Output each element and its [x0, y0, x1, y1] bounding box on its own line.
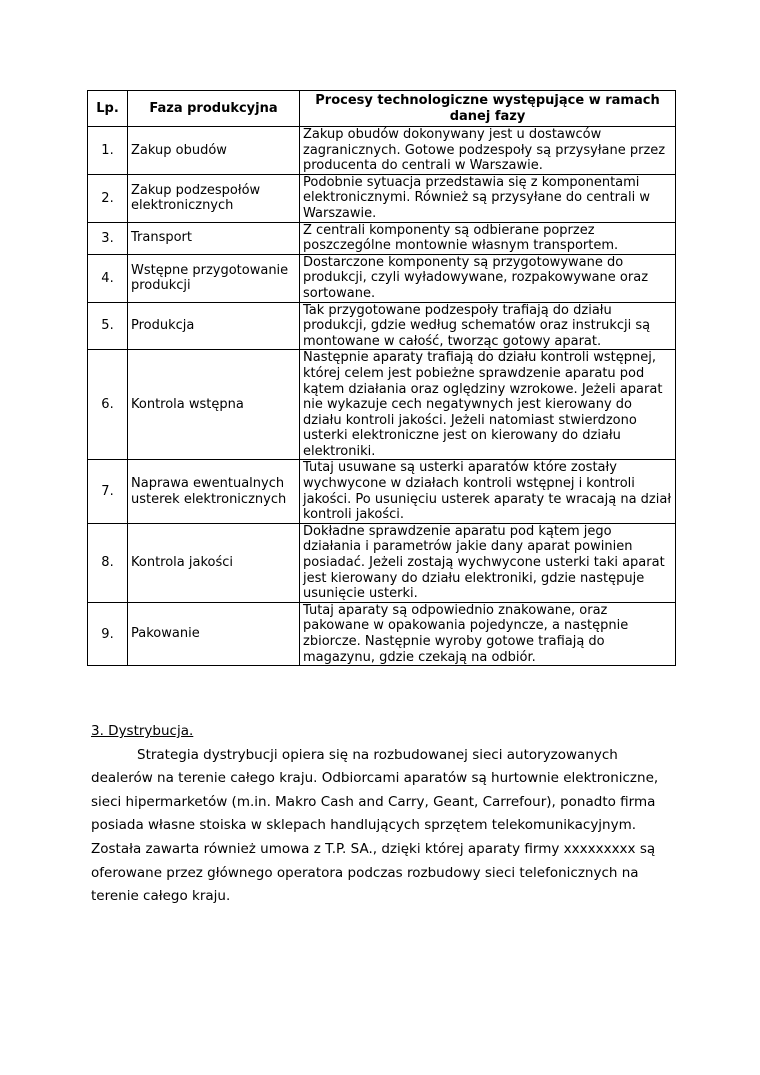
row-number: 2.: [88, 174, 128, 222]
row-number: 8.: [88, 523, 128, 602]
row-phase: Wstępne przygotowanie produkcji: [128, 254, 300, 302]
row-number: 4.: [88, 254, 128, 302]
header-process: Procesy technologiczne występujące w ramach danej fazy: [300, 91, 676, 127]
row-process: Dokładne sprawdzenie aparatu pod kątem jego działania i parametrów jakie dany aparat powinien posiadać. Jeżeli zostają wychwycone usterki taki aparat jest kierowany do działu elektroniki, gdzie następuje usunięcie usterki.: [300, 523, 676, 602]
row-process: Tutaj aparaty są odpowiednio znakowane, oraz pakowane w opakowania pojedyncze, a następnie zbiorcze. Następnie wyroby gotowe trafiają do magazynu, gdzie czekają na odbiór.: [300, 602, 676, 665]
row-phase: Zakup obudów: [128, 127, 300, 175]
table-row: [88, 523, 676, 602]
row-phase: Produkcja: [128, 302, 300, 350]
row-phase: Zakup podzespołów elektronicznych: [128, 174, 300, 222]
section-paragraph: Strategia dystrybucji opiera się na rozbudowanej sieci autoryzowanych dealerów na terenie całego kraju. Odbiorcami aparatów są hurtownie elektroniczne, sieci hipermarketów (m.in. Makro Cash and Carry, Geant, Carrefour), ponadto firma posiada własne stoiska w sklepach handlujących sprzętem telekomunikacyjnym. Została zawarta również umowa z T.P. SA., dzięki której aparaty firmy xxxxxxxxx są oferowane przez głównego operatora podczas rozbudowy sieci telefonicznych na terenie całego kraju.: [91, 746, 659, 905]
header-lp: Lp.: [88, 91, 128, 127]
row-process: Dostarczone komponenty są przygotowywane do produkcji, czyli wyładowywane, rozpakowywane oraz sortowane.: [300, 254, 676, 302]
row-process: Podobnie sytuacja przedstawia się z komponentami elektronicznymi. Również są przysyłane do centrali w Warszawie.: [300, 174, 676, 222]
table-row: [88, 127, 676, 175]
row-phase: Kontrola jakości: [128, 523, 300, 602]
table-row: [88, 602, 676, 665]
table-row: [88, 350, 676, 460]
distribution-section: [91, 720, 681, 909]
row-number: 6.: [88, 350, 128, 460]
table-header-row: [88, 91, 676, 127]
row-phase: Transport: [128, 222, 300, 254]
table-row: [88, 302, 676, 350]
row-phase: Pakowanie: [128, 602, 300, 665]
row-process: Następnie aparaty trafiają do działu kontroli wstępnej, której celem jest pobieżne sprawdzenie aparatu pod kątem działania oraz oględziny wzrokowe. Jeżeli aparat nie wykazuje cech negatywnych jest kierowany do działu kontroli jakości. Jeżeli natomiast stwierdzono usterki elektroniczne jest on kierowany do działu elektroniki.: [300, 350, 676, 460]
row-number: 7.: [88, 460, 128, 523]
row-process: Tak przygotowane podzespoły trafiają do działu produkcji, gdzie według schematów oraz instrukcji są montowane w całość, tworząc gotowy aparat.: [300, 302, 676, 350]
row-process: Tutaj usuwane są usterki aparatów które zostały wychwycone w działach kontroli wstępnej i kontroli jakości. Po usunięciu usterek aparaty te wracają na dział kontroli jakości.: [300, 460, 676, 523]
row-phase: Kontrola wstępna: [128, 350, 300, 460]
table-row: [88, 460, 676, 523]
row-process: Zakup obudów dokonywany jest u dostawców zagranicznych. Gotowe podzespoły są przysyłane przez producenta do centrali w Warszawie.: [300, 127, 676, 175]
row-number: 3.: [88, 222, 128, 254]
row-process: Z centrali komponenty są odbierane poprzez poszczególne montownie własnym transportem.: [300, 222, 676, 254]
table-row: [88, 222, 676, 254]
header-phase: Faza produkcyjna: [128, 91, 300, 127]
production-phases-table: [87, 90, 676, 666]
table-row: [88, 174, 676, 222]
row-number: 9.: [88, 602, 128, 665]
row-number: 1.: [88, 127, 128, 175]
row-number: 5.: [88, 302, 128, 350]
section-heading: 3. Dystrybucja.: [91, 723, 194, 739]
table-row: [88, 254, 676, 302]
row-phase: Naprawa ewentualnych usterek elektronicznych: [128, 460, 300, 523]
